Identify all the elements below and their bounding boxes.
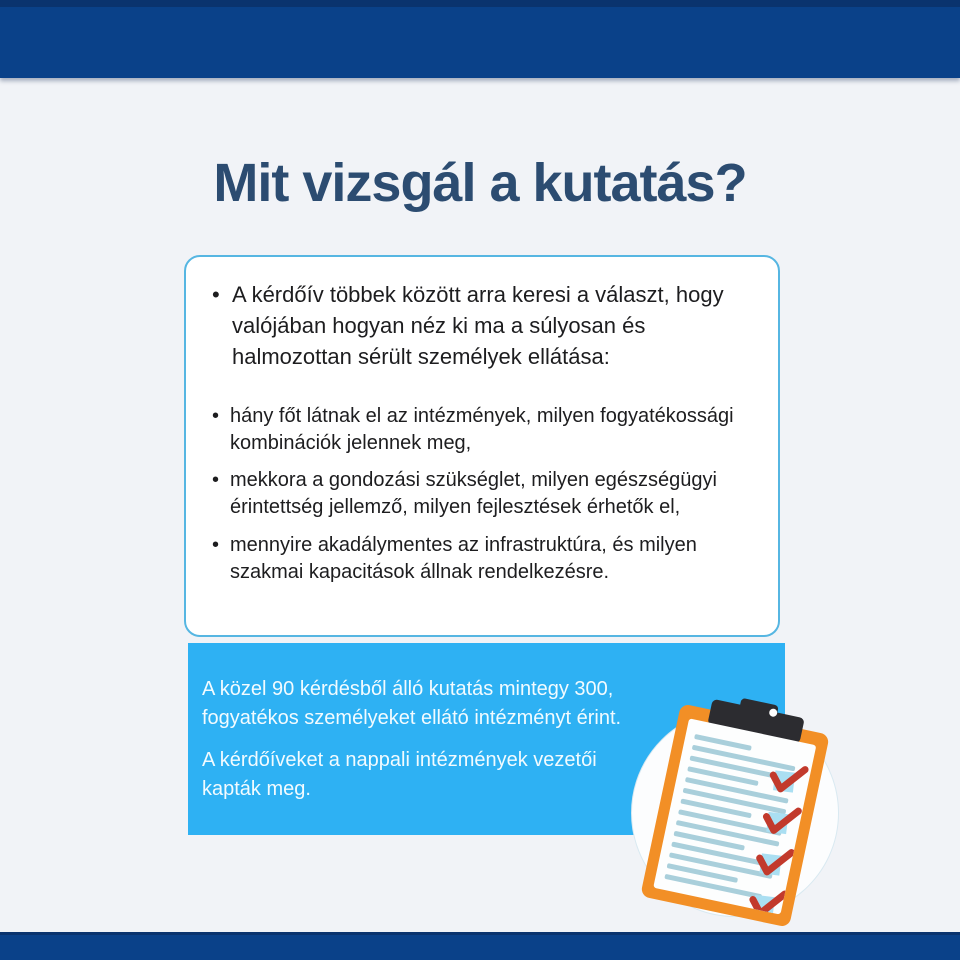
lead-bullet: • A kérdőív többek között arra keresi a választ, hogy valójában hogyan néz ki ma a súlyosan és halmozottan sérült személyek ellátása: bbox=[210, 279, 768, 373]
clipboard-paper bbox=[653, 718, 816, 914]
question-box bbox=[184, 255, 780, 637]
page-title: Mit vizsgál a kutatás? bbox=[213, 153, 747, 214]
header-bar bbox=[0, 0, 960, 78]
bullet-item: • mennyire akadálymentes az infrastruktúra, és milyen szakmai kapacitások állnak rendelkezésre. bbox=[210, 532, 768, 586]
lead-bullet-list bbox=[210, 279, 768, 373]
info-paragraph: A kérdőíveket a nappali intézmények vezetői kapták meg. bbox=[202, 749, 597, 800]
info-paragraph: A közel 90 kérdésből álló kutatás mintegy 300, fogyatékos személyeket ellátó intézményt érint. bbox=[202, 678, 622, 729]
checkmark-icon bbox=[745, 883, 789, 915]
sub-bullet-list bbox=[210, 403, 768, 586]
footer-bar bbox=[0, 932, 960, 960]
bullet-item: • hány főt látnak el az intézmények, milyen fogyatékossági kombinációk jelennek meg, bbox=[210, 403, 768, 457]
bullet-item: • mekkora a gondozási szükséglet, milyen egészségügyi érintettség jellemző, milyen fejlesztések érhetők el, bbox=[210, 467, 768, 521]
